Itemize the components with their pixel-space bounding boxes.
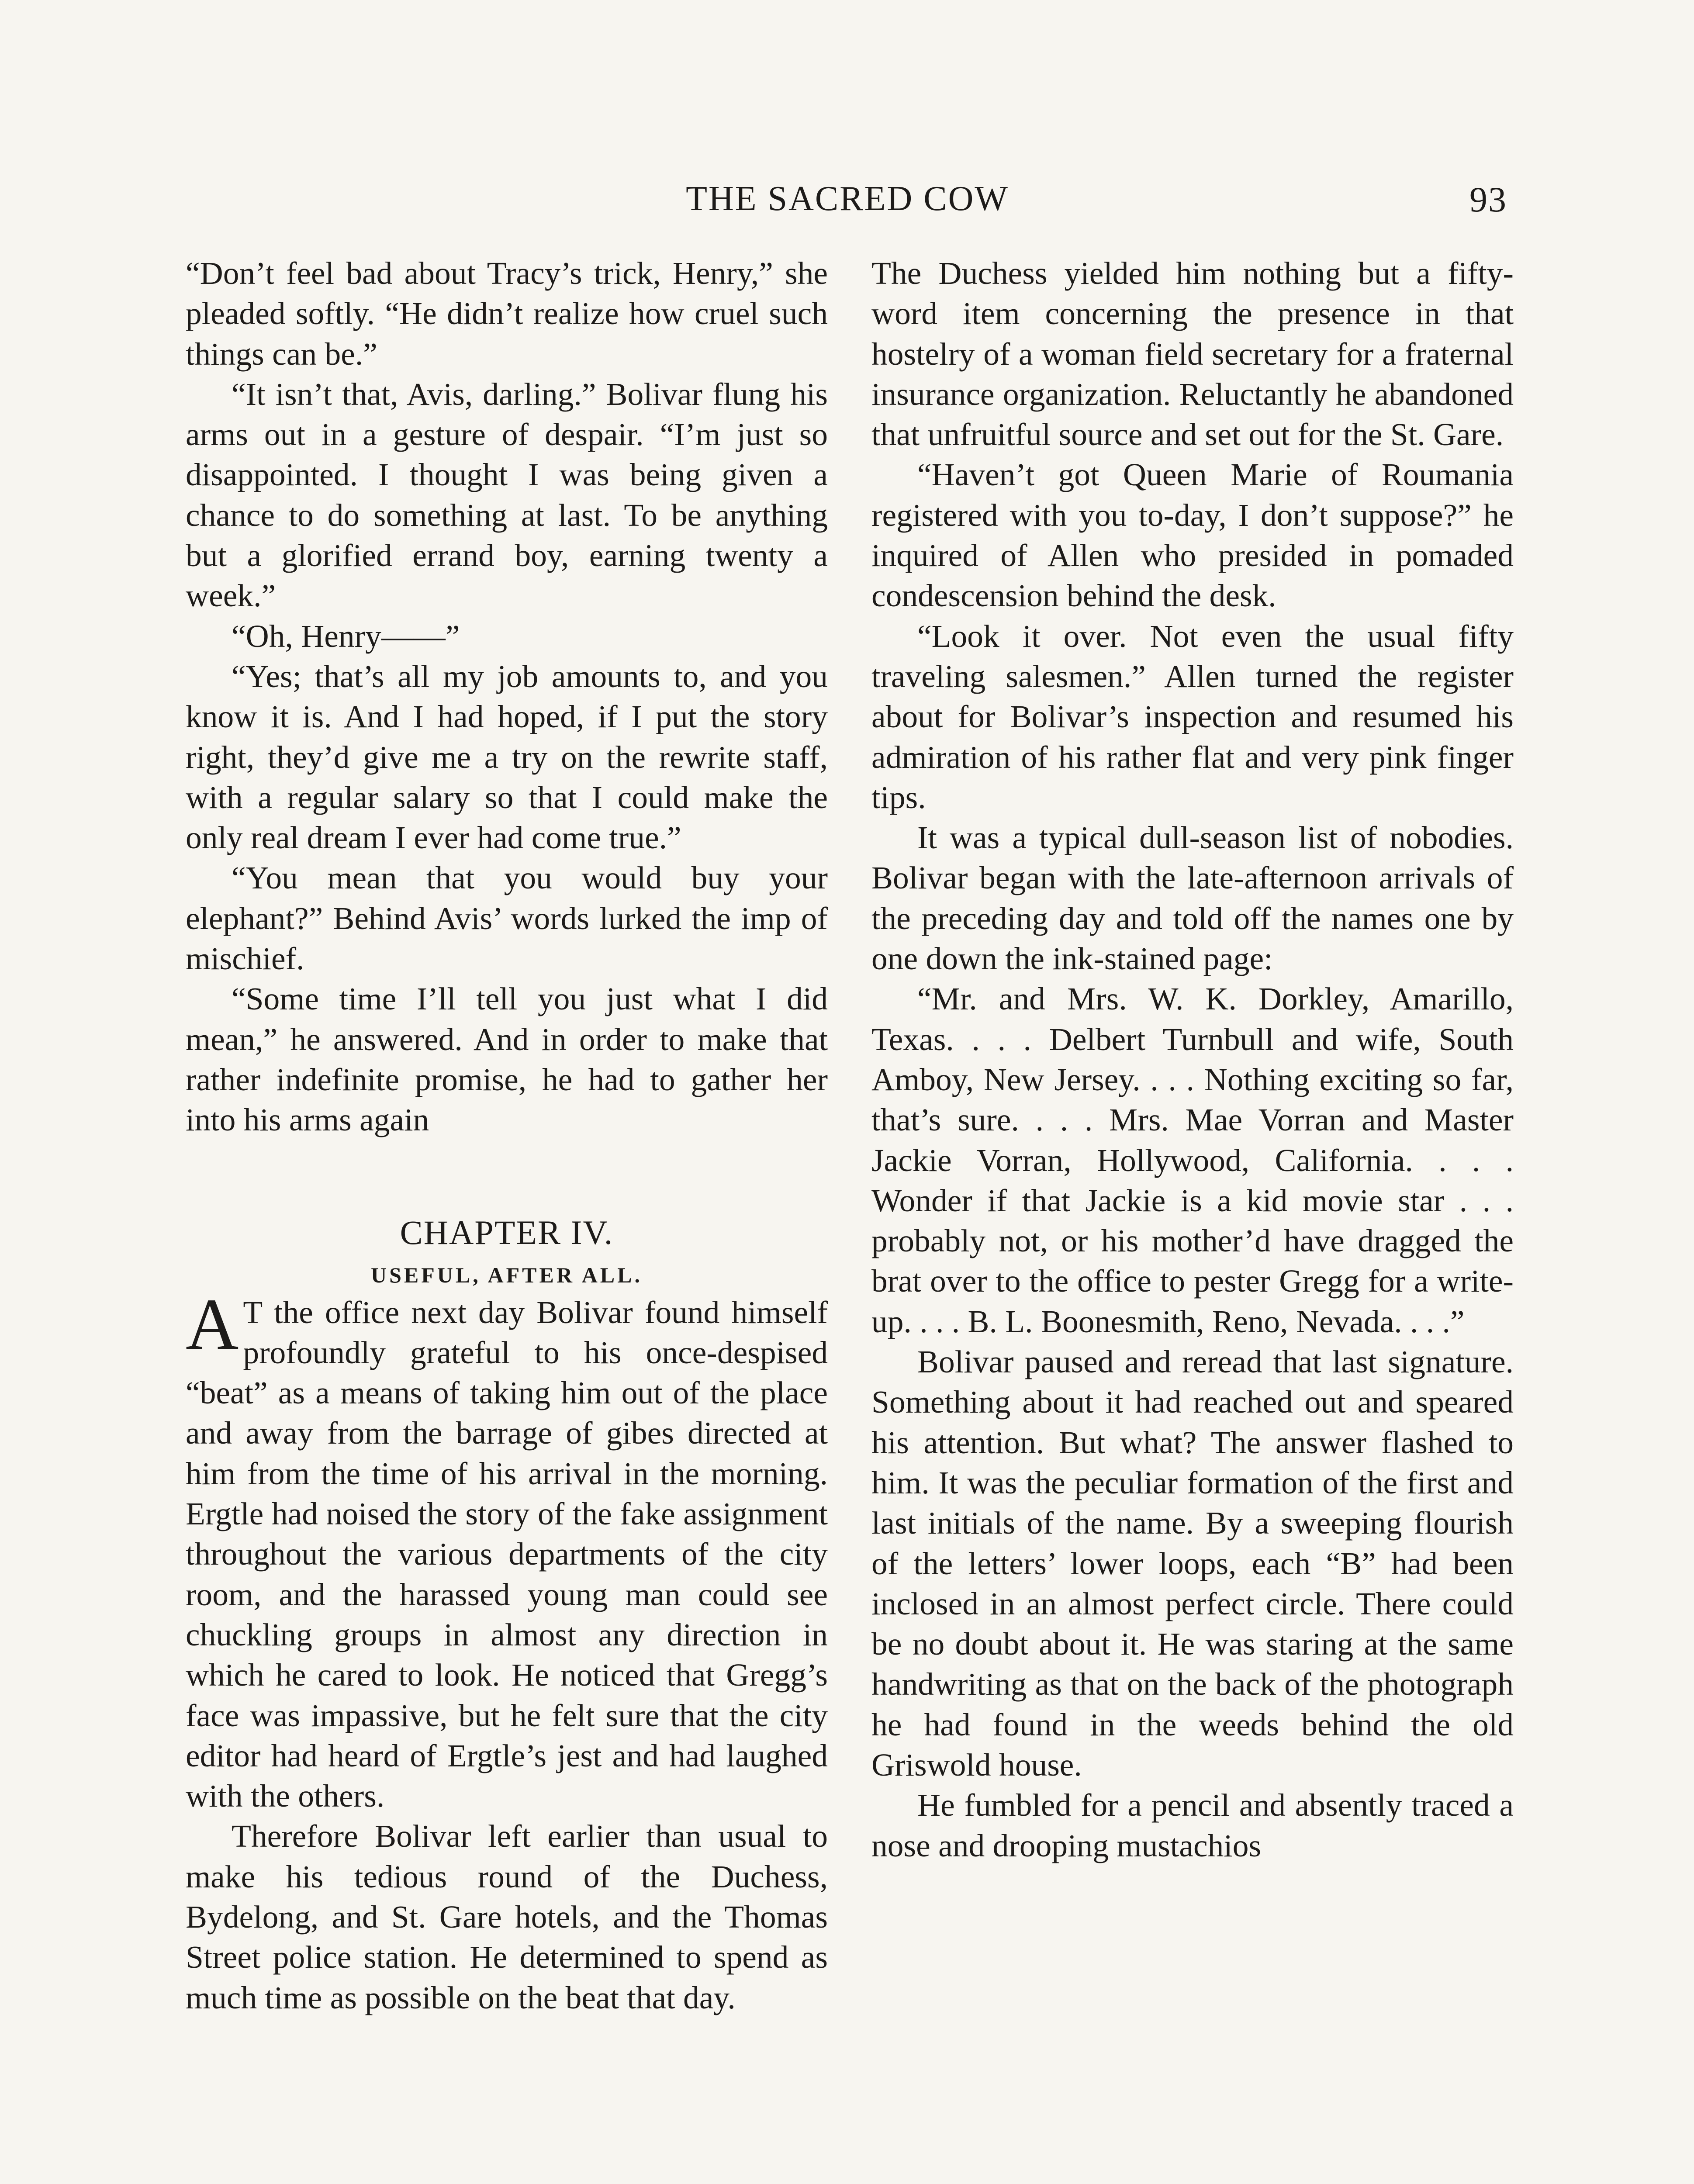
paragraph: “Haven’t got Queen Marie of Roumania registered with you to-day, I don’t suppose?” he inquired of Allen who presided in pomaded condescension behind the desk.	[871, 457, 1514, 614]
running-head	[188, 179, 1507, 227]
chapter-heading: CHAPTER IV.	[400, 1213, 614, 1251]
paragraph: Bolivar paused and reread that last signature. Something about it had reached out and speared his attention. But what? The answer flashed to him. It was the peculiar formation of the first and last initials of the name. By a sweeping flourish of the letters’ lower loops, each “B” had been inclosed in an almost perfect circle. There could be no doubt about it. He was staring at the same handwriting as that on the back of the photograph he had found in the weeds behind the old Griswold house.	[871, 1344, 1514, 1783]
chapter-subtitle: USEFUL, AFTER ALL.	[370, 1262, 643, 1287]
paragraph: “Some time I’ll tell you just what I did mean,” he answered. And in order to make that rather indefinite promise, he had to gather her into his arms again	[186, 981, 828, 1138]
paragraph: “You mean that you would buy your elephant?” Behind Avis’ words lurked the imp of mischief.	[186, 860, 828, 977]
paragraph: “It isn’t that, Avis, darling.” Bolivar flung his arms out in a gesture of despair. “I’m just so disappointed. I thought I was being given a chance to do something at last. To be anything but a glorified errand boy, earning twenty a week.”	[186, 376, 828, 614]
paragraph: He fumbled for a pencil and absently traced a nose and drooping mustachios	[871, 1787, 1514, 1863]
paragraph: “Mr. and Mrs. W. K. Dorkley, Amarillo, Texas. . . . Delbert Turnbull and wife, South Amboy, New Jersey. . . . Nothing exciting so far, that’s sure. . . . Mrs. Mae Vorran and Master Jackie Vorran, Hollywood, California. . . . Wonder if that Jackie is a kid movie star . . . probably not, or his mother’d have dragged the brat over to the office to pester Gregg for a write-up. . . . B. L. Boonesmith, Reno, Nevada. . . .”	[871, 981, 1514, 1339]
right-column	[871, 253, 1514, 1866]
paragraph: “Oh, Henry——”	[232, 618, 460, 654]
drop-cap: A	[186, 1283, 239, 1365]
page-number: 93	[1469, 180, 1507, 219]
left-column	[186, 253, 828, 2018]
paragraph: Therefore Bolivar left earlier than usual to make his tedious round of the Duchess, Bydelong, and St. Gare hotels, and the Thomas Street police station. He determined to spend as much time as possible on the beat that day.	[186, 1818, 828, 2015]
chapter-opening-text: T the office next day Bolivar found himself profoundly grateful to his once-despised “beat” as a means of taking him out of the place and away from the barrage of gibes directed at him from the time of his arrival in the morning. Ergtle had noised the story of the fake assignment throughout the various departments of the city room, and the harassed young man could see chuckling groups in almost any direction in which he cared to look. He noticed that Gregg’s face was impassive, but he felt sure that the city editor had heard of Ergtle’s jest and had laughed with the others.	[186, 1294, 828, 1814]
paragraph: It was a typical dull-season list of nobodies. Bolivar began with the late-afternoon arrivals of the preceding day and told off the names one by one down the ink-stained page:	[871, 820, 1514, 977]
chapter-opening-paragraph	[186, 1283, 828, 1817]
running-title: THE SACRED COW	[686, 180, 1009, 218]
paragraph: “Look it over. Not even the usual fifty traveling salesmen.” Allen turned the register about for Bolivar’s inspection and resumed his admiration of his rather flat and very pink finger tips.	[871, 618, 1514, 815]
paragraph: “Don’t feel bad about Tracy’s trick, Henry,” she pleaded softly. “He didn’t realize how cruel such things can be.”	[186, 256, 828, 372]
paragraph: “Yes; that’s all my job amounts to, and you know it is. And I had hoped, if I put the story right, they’d give me a try on the rewrite staff, with a regular salary so that I could make the only real dream I ever had come true.”	[186, 658, 828, 856]
paragraph: The Duchess yielded him nothing but a fifty-word item concerning the presence in that hostelry of a woman field secretary for a fraternal insurance organization. Reluctantly he abandoned that unfruitful source and set out for the St. Gare.	[871, 256, 1514, 453]
